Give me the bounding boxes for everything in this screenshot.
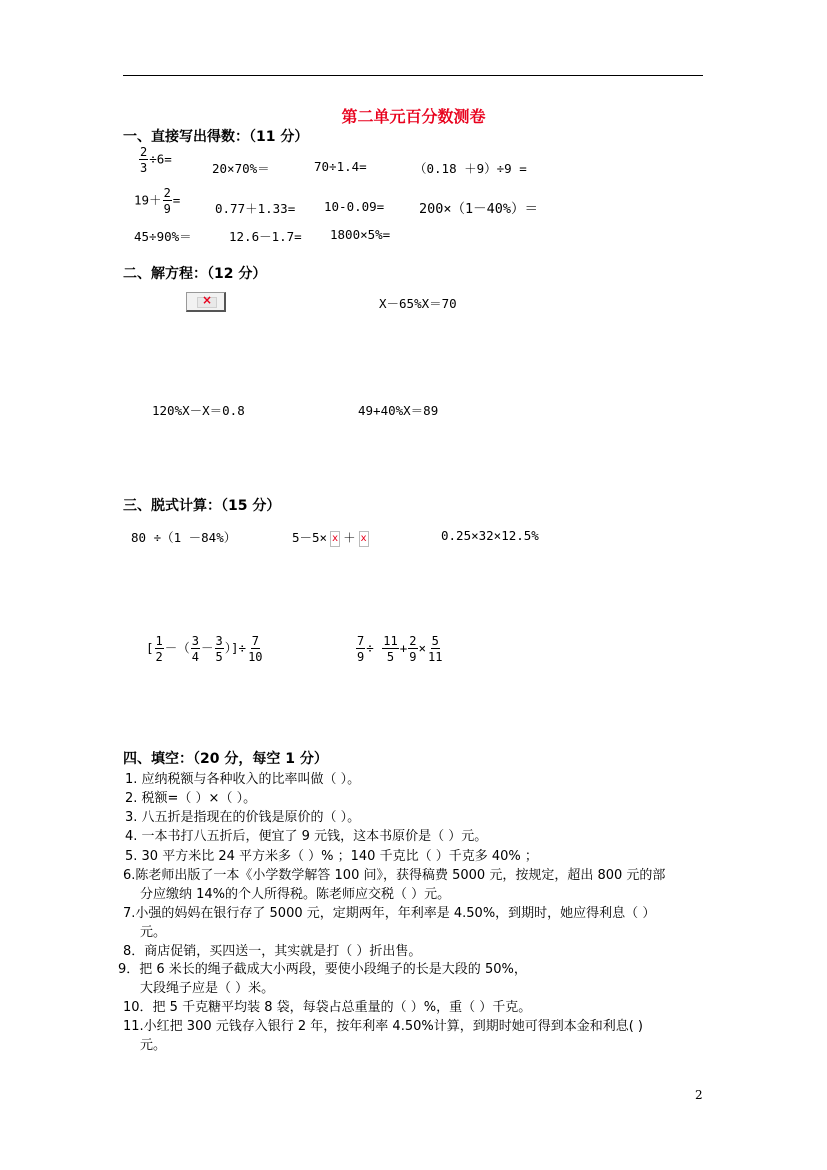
broken-image-icon <box>186 292 226 312</box>
fraction: $\frac{2}{9}$ <box>409 634 417 664</box>
q6-line1: 6.陈老师出版了一本《小学数学解答 100 问》，获得稿费 5000 元，按规定，超出 800 元的部 <box>123 868 666 883</box>
q1: 1. 应纳税额与各种收入的比率叫做（ ）。 <box>125 772 361 787</box>
header-rule <box>123 75 703 76</box>
s1-r3-c: 1800×5%= <box>330 227 391 242</box>
fraction: $\frac{2}{9}$ <box>163 186 171 216</box>
fraction: $\frac{5}{11}$ <box>428 634 443 664</box>
q9-line1: 9．把 6 米长的绳子截成大小两段，要使小段绳子的长是大段的 50%， <box>118 962 527 977</box>
broken-image-icon: x <box>359 531 369 547</box>
s3-p2: 5－5× x ＋ x <box>292 528 372 547</box>
page-title: 第二单元百分数测卷 <box>341 107 486 126</box>
q7-line1: 7.小强的妈妈在银行存了 5000 元，定期两年，年利率是 4.50%，到期时，她应得利息（ ） <box>123 906 656 921</box>
s1-r3-a: 45÷90%＝ <box>134 229 192 244</box>
close-icon: × <box>202 293 213 307</box>
broken-image-icon: x <box>330 531 340 547</box>
fraction: $\frac{7}{10}$ <box>248 634 263 664</box>
fraction: $\frac{7}{9}$ <box>357 634 365 664</box>
q9-line2: 大段绳子应是（ ）米。 <box>140 981 275 996</box>
section-1-heading: 一、直接写出得数：（11 分） <box>123 129 309 145</box>
s2-eq1: X－65%X＝70 <box>379 296 457 311</box>
s1-r2-c: 10-0.09= <box>324 199 385 214</box>
q5: 5. 30 平方米比 24 平方米多（ ）% ；140 千克比（ ）千克多 40% ； <box>125 849 538 864</box>
s1-r2-b: 0.77＋1.33= <box>215 201 296 216</box>
s3-p1: 80 ÷（1 －84%） <box>131 530 237 545</box>
s3-p5: $\frac{7}{9}$ ÷ $\frac{11}{5}$ + $\frac{2}{9}$ × $\frac{5}{11}$ <box>357 634 443 664</box>
s3-p4: [ $\frac{1}{2}$ －（ $\frac{3}{4}$ － $\frac{3}{5}$ ）]÷ $\frac{7}{10}$ <box>146 634 263 664</box>
s1-r1-c: 70÷1.4= <box>314 159 367 174</box>
fraction: $\frac{2}{3}$ <box>140 145 148 175</box>
section-4-heading: 四、填空：（20 分，每空 1 分） <box>123 751 328 767</box>
page-number: 2 <box>695 1088 703 1102</box>
s1-r1-a: $\frac{2}{3}$ ÷6= <box>140 145 172 175</box>
fraction: $\frac{1}{2}$ <box>155 634 163 664</box>
fraction: $\frac{11}{5}$ <box>383 634 398 664</box>
fraction: $\frac{3}{4}$ <box>191 634 200 664</box>
q11-line1: 11.小红把 300 元钱存入银行 2 年，按年利率 4.50%计算，到期时她可得到本金和利息( ) <box>123 1019 643 1034</box>
q7-line2: 元。 <box>140 925 167 940</box>
s2-eq2: 120%X－X＝0.8 <box>152 403 245 418</box>
q11-line2: 元。 <box>140 1038 167 1053</box>
section-3-heading: 三、脱式计算：（15 分） <box>123 498 281 514</box>
s1-r2-a: 19＋ $\frac{2}{9}$ = <box>134 186 181 216</box>
s1-r2-d: 200×（1－40%）＝ <box>419 201 539 217</box>
q10: 10．把 5 千克糖平均装 8 袋，每袋占总重量的（ ）%，重（ ）千克。 <box>123 1000 532 1015</box>
s1-r1-b: 20×70%＝ <box>212 161 270 176</box>
s1-r1-d: （0.18 ＋9）÷9 = <box>414 161 527 176</box>
s1-r3-b: 12.6－1.7= <box>229 229 302 244</box>
fraction: $\frac{3}{5}$ <box>215 634 223 664</box>
q2: 2. 税额=（ ）×（ ）。 <box>125 791 257 806</box>
section-2-heading: 二、解方程：（12 分） <box>123 266 267 282</box>
q6-line2: 分应缴纳 14%的个人所得税。陈老师应交税（ ）元。 <box>140 887 451 902</box>
q3: 3. 八五折是指现在的价钱是原价的（ ）。 <box>125 810 361 825</box>
s2-eq3: 49+40%X＝89 <box>358 403 439 418</box>
q8: 8．商店促销，买四送一，其实就是打（ ）折出售。 <box>123 944 422 959</box>
s3-p3: 0.25×32×12.5% <box>441 528 539 543</box>
q4: 4. 一本书打八五折后，便宜了 9 元钱，这本书原价是（ ）元。 <box>125 829 488 844</box>
